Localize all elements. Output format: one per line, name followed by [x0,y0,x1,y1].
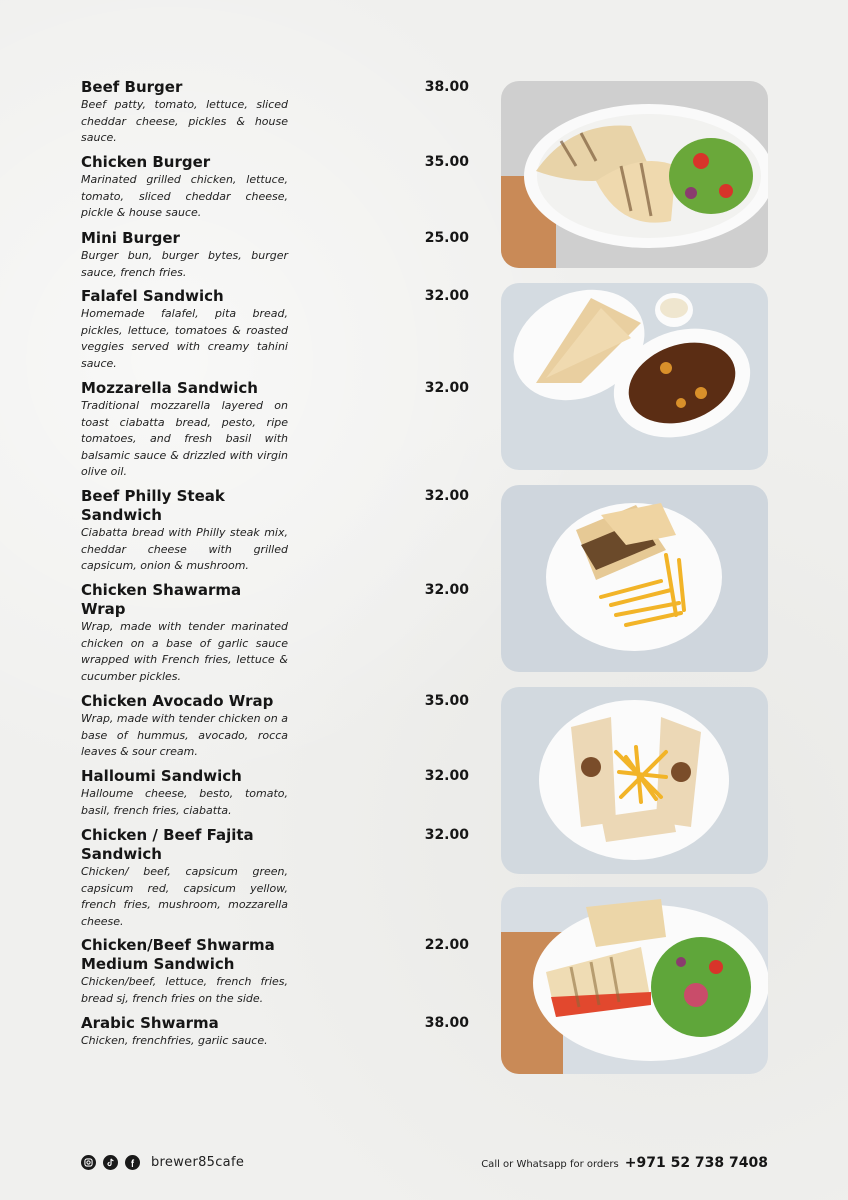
item-price: 32.00 [424,488,469,504]
item-name: Chicken Shawarma Wrap [81,581,242,618]
item-description: Marinated grilled chicken, lettuce, tomato, sliced cheddar cheese, pickle & house sauce. [81,173,288,220]
item-description: Ciabatta bread with Philly steak mix, cheddar cheese with grilled capsicum, onion & mushroom. [81,526,288,573]
item-name: Chicken Avocado Wrap [81,692,274,710]
item-name: Falafel Sandwich [81,287,224,305]
item-name: Arabic Shwarma [81,1014,219,1032]
sandwich-and-fries-plate-photo [501,485,768,672]
social-handle[interactable]: brewer85cafe [151,1155,245,1170]
item-description: Halloume cheese, besto, tomato, basil, french fries, ciabatta. [81,787,288,817]
menu-item [81,153,469,222]
item-description: Beef patty, tomato, lettuce, sliced cheddar cheese, pickles & house sauce. [81,98,288,145]
shawarma-wrap-plate-photo [501,81,768,268]
menu-item [81,78,469,147]
sandwich-and-salad-plate-photo [501,887,768,1074]
item-price: 38.00 [424,1015,469,1031]
item-description: Wrap, made with tender chicken on a base of hummus, avocado, rocca leaves & sour cream. [81,712,288,759]
item-name: Chicken/Beef Shwarma Medium Sandwich [81,936,275,973]
menu-item [81,767,469,819]
menu-item [81,379,469,481]
item-description: Chicken, frenchfries, gariic sauce. [81,1034,268,1047]
menu-item [81,826,469,930]
menu-item [81,581,469,685]
footer-order [481,1155,768,1171]
tiktok-icon[interactable] [103,1155,118,1170]
footer-social [81,1155,244,1170]
item-name: Halloumi Sandwich [81,767,242,785]
item-name: Beef Philly Steak Sandwich [81,487,225,524]
item-price: 32.00 [424,380,469,396]
menu-item [81,1014,469,1050]
item-price: 32.00 [424,768,469,784]
item-description: Chicken/beef, lettuce, french fries, bread sj, french fries on the side. [81,975,288,1005]
item-description: Burger bun, burger bytes, burger sauce, french fries. [81,249,288,279]
item-price: 25.00 [424,230,469,246]
order-phone[interactable]: +971 52 738 7408 [624,1155,768,1171]
item-description: Traditional mozzarella layered on toast ciabatta bread, pesto, ripe tomatoes, and fresh basil with balsamic sauce & drizzled with virgin olive oil. [81,399,288,479]
menu-item [81,692,469,761]
item-name: Mozzarella Sandwich [81,379,258,397]
item-price: 35.00 [424,693,469,709]
pita-and-beef-plate-photo [501,283,768,470]
item-price: 38.00 [424,79,469,95]
order-label: Call or Whatsapp for orders [481,1159,619,1170]
item-name: Chicken / Beef Fajita Sandwich [81,826,254,863]
item-price: 35.00 [424,154,469,170]
item-price: 32.00 [424,827,469,843]
item-price: 32.00 [424,288,469,304]
item-price: 22.00 [424,937,469,953]
item-price: 32.00 [424,582,469,598]
item-description: Homemade falafel, pita bread, pickles, lettuce, tomatoes & roasted veggies served with creamy tahini sauce. [81,307,288,370]
wraps-and-fries-plate-photo [501,687,768,874]
menu-item [81,936,469,1007]
menu-item [81,287,469,372]
instagram-icon[interactable] [81,1155,96,1170]
menu-item [81,229,469,281]
facebook-icon[interactable] [125,1155,140,1170]
item-description: Chicken/ beef, capsicum green, capsicum red, capsicum yellow, french fries, mushroom, mozzarella cheese. [81,865,288,928]
item-description: Wrap, made with tender marinated chicken on a base of garlic sauce wrapped with French fries, lettuce & cucumber pickles. [81,620,288,683]
menu-item [81,487,469,575]
item-name: Beef Burger [81,78,183,96]
item-name: Mini Burger [81,229,180,247]
item-name: Chicken Burger [81,153,211,171]
